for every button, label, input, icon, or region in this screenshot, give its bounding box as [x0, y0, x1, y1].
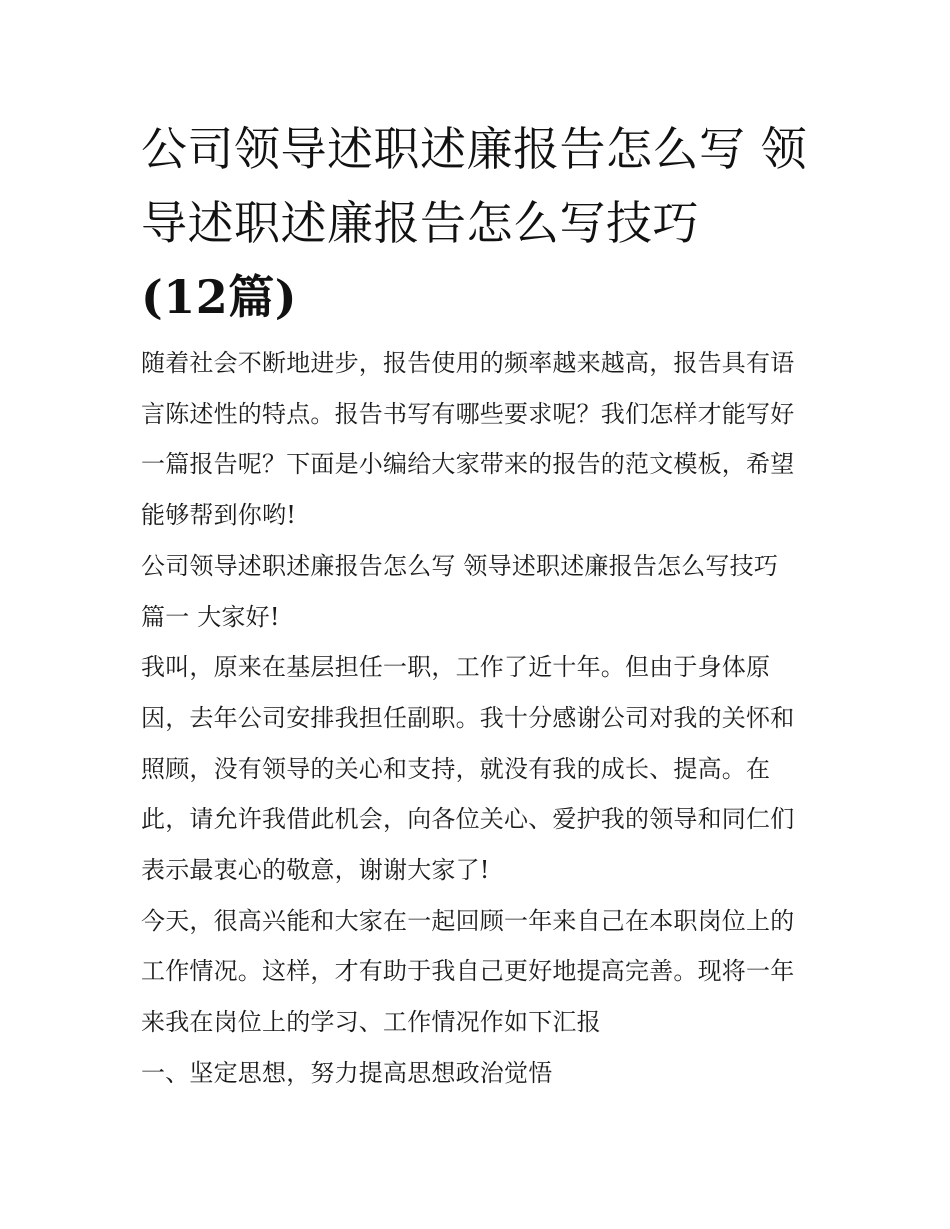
document-title-suffix: (12篇): [141, 270, 298, 324]
body-paragraph: 今天，很高兴能和大家在一起回顾一年来自己在本职岗位上的工作情况。这样，才有助于我自己更好地提高完善。现将一年来我在岗位上的学习、工作情况作如下汇报: [141, 906, 795, 1037]
document-title: [141, 112, 817, 334]
section-heading: 公司领导述职述廉报告怎么写 领导述职述廉报告怎么写技巧: [141, 551, 779, 580]
subsection-heading: 一、坚定思想，努力提高思想政治觉悟: [141, 1058, 553, 1087]
intro-paragraph: 随着社会不断地进步，报告使用的频率越来越高，报告具有语言陈述性的特点。报告书写有哪些要求呢？我们怎样才能写好一篇报告呢？下面是小编给大家带来的报告的范文模板，希望能够帮到你哟!: [141, 349, 795, 530]
greeting-paragraph: 篇一 大家好!: [141, 602, 280, 631]
document-page: [141, 112, 817, 1099]
body-paragraph: 我叫，原来在基层担任一职，工作了近十年。但由于身体原因，去年公司安排我担任副职。我十分感谢公司对我的关怀和照顾，没有领导的关心和支持，就没有我的成长、提高。在此，请允许我借此机会，向各位关心、爱护我的领导和同仁们表示最衷心的敬意，谢谢大家了!: [141, 653, 795, 885]
document-title-main: 公司领导述职述廉报告怎么写 领导述职述廉报告怎么写技巧: [141, 122, 808, 250]
document-body: [141, 338, 817, 1099]
